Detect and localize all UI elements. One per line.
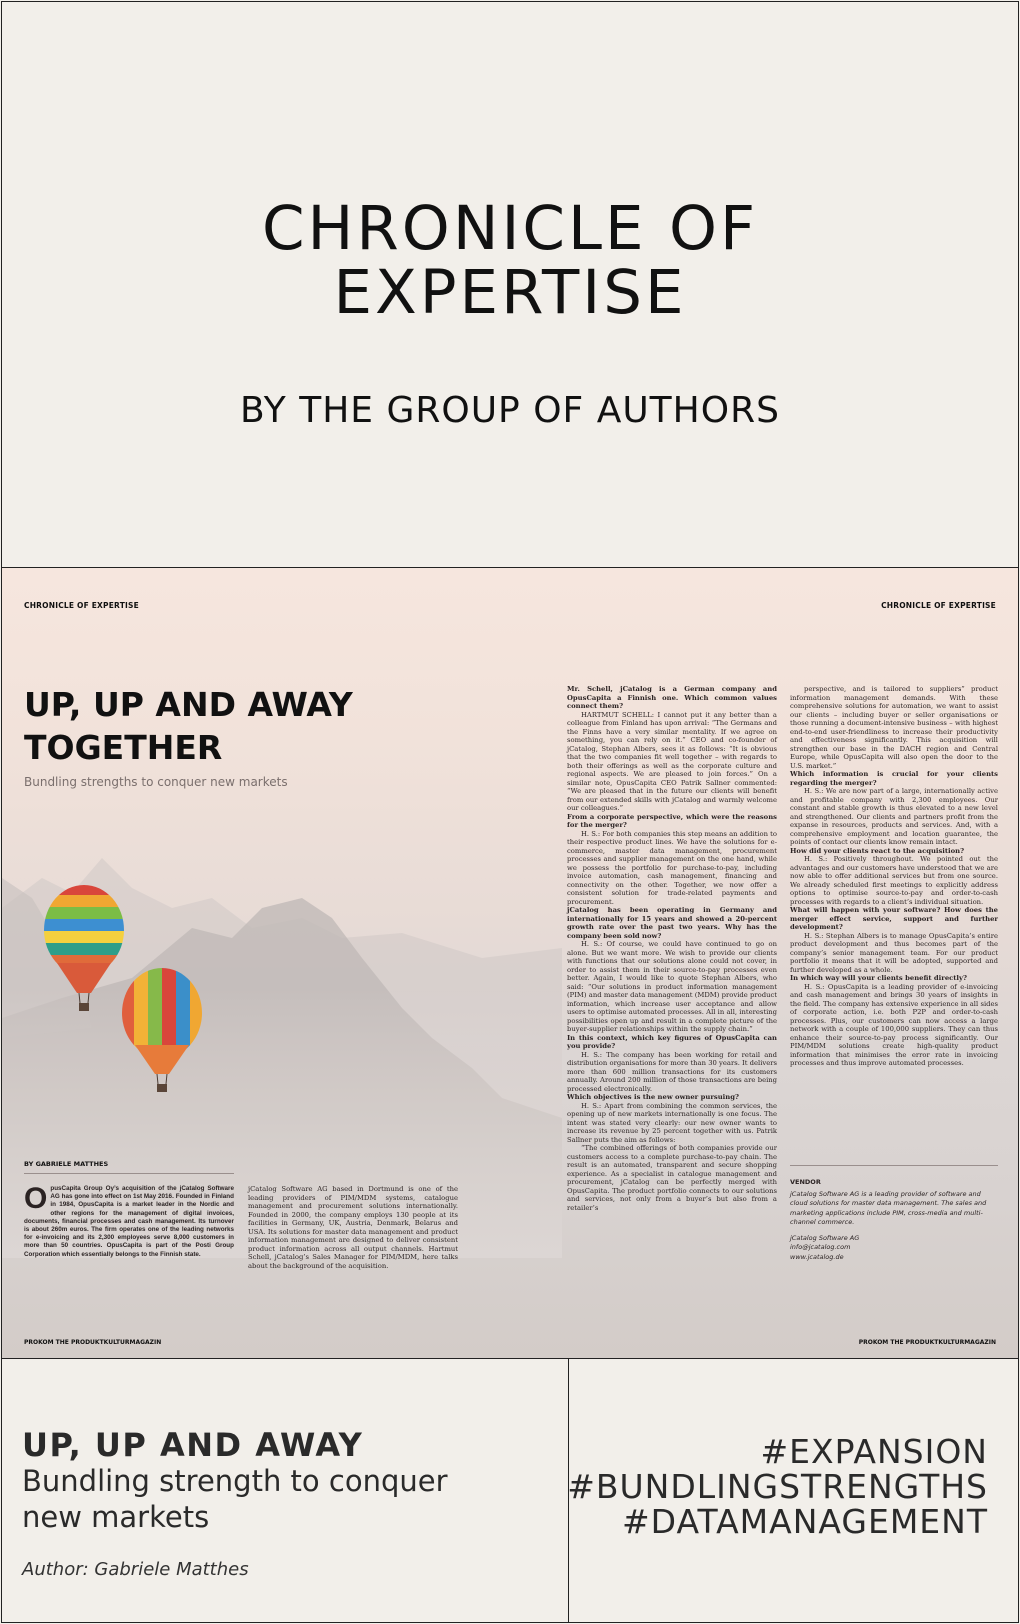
interview-answer: H. S.: We are now part of a large, internationally active and profitable company with 2,300 employees. Our constant and stable growth is thus elevated to a new level and strengthened. Our clients and partners profit from the expanse in resources, products and services. And, with a comprehensive employment and location guarantee, the points of contact our clients know remain intact. <box>790 787 998 846</box>
interview-answer: HARTMUT SCHELL: I cannot put it any better than a colleague from Finland has upon arrival: “The Germans and the Finns have a very similar mentality. If we agree on something, you can rely on it.” CEO and co-founder of jCatalog, Stephan Albers, sees it as follows: “It is obvious that the two companies fit well together – with regards to both their offerings as well as the corporate culture and regional aspects. We are pleased to join forces.” On a similar note, OpusCapita CEO Patrik Sallner commented: “We are pleased that in the future our clients will benefit from our extended skills with jCatalog and warmly welcome our colleagues.” <box>567 710 777 812</box>
hashtags-panel <box>568 1358 1019 1623</box>
magazine-spread <box>1 567 1019 1359</box>
vendor-email[interactable]: info@jcatalog.com <box>790 1243 851 1251</box>
interview-answer: “The combined offerings of both companies provide our customers access to a complete purchase-to-pay chain. The result is an automated, transparent and secure shopping experience. As a specialist in catalogue management and procurement, jCatalog can be perfectly merged with OpusCapita. The product portfolio connects to our solutions and services, not only from a buyer’s but also from a retailer’s <box>567 1144 777 1212</box>
article-author: BY GABRIELE MATTHES <box>24 1160 234 1174</box>
summary-author: Author: Gabriele Matthes <box>22 1559 249 1580</box>
cover-title-line1: CHRONICLE OF <box>261 193 759 264</box>
interview-answer: perspective, and is tailored to suppliers” product information management demands. With these comprehensive solutions for automation, we want to assist our clients – including buyer or seller organisations or those running a document-intensive business – with highest end-to-end user-friendliness to increase their productivity and effectiveness significantly. This acquisition will strengthen our base in the DACH region and Central Europe, while OpusCapita will also open the door to the U.S. market.” <box>790 685 998 770</box>
interview-answer: H. S.: OpusCapita is a leading provider of e-invoicing and cash management and brings 30 years of insights in the field. The company has extensive experience in all sides of corporate action, i.e. both P2P and order-to-cash processes. Plus, our customers can now access a large network with a couple of 100,000 suppliers. They can thus enhance their source-to-pay process significantly. Our PIM/MDM solutions create high-quality product information that minimises the error rate in invoicing processes and thus improve automated processes. <box>790 982 998 1067</box>
column-2-text: jCatalog Software AG based in Dortmund is one of the leading providers of PIM/MDM systems, catalogue management and procurement solutions internationally. Founded in 2000, the company employs 130 people at its facilities in Germany, UK, Austria, Denmark, Belarus and USA. Its solutions for master data management and product information management are designed to deliver consistent product information across all output channels. Hartmut Schell, jCatalog’s Sales Manager for PIM/MDM, here talks about the background of the acquisition. <box>248 1185 458 1270</box>
vendor-description: jCatalog Software AG is a leading provider of software and cloud solutions for master data management. The sales and marketing applications include PIM, cross-media and multi-channel commerce. <box>790 1189 987 1226</box>
article-column-4 <box>790 685 998 1068</box>
running-header-right: CHRONICLE OF EXPERTISE <box>881 601 996 610</box>
hashtag-list <box>567 1434 988 1539</box>
cover-byline: BY THE GROUP OF AUTHORS <box>240 390 780 431</box>
interview-answer: H. S.: Of course, we could have continued to go on alone. But we want more. We wish to provide our clients with functions that our solutions alone could not cover, in order to assist them in their source-to-pay processes even better. Again, I would like to quote Stephan Albers, who said: “Our solutions in product information management (PIM) and master data management (MDM) provide product information, which increase user acceptance and allow users to optimise automated processes. All in all, interesting possibilities open up and result in a complete picture of the buyer-supplier relationships within the supply chain.” <box>567 940 777 1033</box>
article-column-2 <box>248 1185 458 1270</box>
footer-left: PROKOM THE PRODUKTKULTURMAGAZIN <box>24 1339 162 1346</box>
interview-answer: H. S.: The company has been working for retail and distribution organisations for more than 30 years. It delivers more than 600 million transactions for its customers annually. Around 200 million of those transactions are being processed electronically. <box>567 1050 777 1093</box>
vendor-website[interactable]: www.jcatalog.de <box>790 1252 844 1261</box>
intro-text: pusCapita Group Oy’s acquisition of the jCatalog Software AG has gone into effect on 1st May 2016. Founded in Finland in 1984, OpusCapita is a market leader in the Nordic and other regions for the management of digital invoices, documents, financial processes and cash management. Its turnover is about 260m euros. The firm operates one of the leading networks for e-invoicing and its 2,300 employees serve 8,000 customers in more than 50 countries. OpusCapita is part of the Posti Group Corporation which essentially belongs to the Finnish state. <box>24 1185 234 1258</box>
article-subtitle: Bundling strengths to conquer new markets <box>24 775 288 789</box>
interview-question: In this context, which key figures of OpusCapita can you provide? <box>567 1033 777 1050</box>
footer-right: PROKOM THE PRODUKTKULTURMAGAZIN <box>858 1339 996 1346</box>
vendor-company: jCatalog Software AG <box>790 1233 860 1242</box>
article-column-3 <box>567 685 777 1212</box>
hashtag-bundlingstrengths[interactable]: #BUNDLINGSTRENGTHS <box>567 1467 988 1506</box>
interview-question: How did your clients react to the acquisition? <box>790 846 965 855</box>
interview-question: Which information is crucial for your clients regarding the merger? <box>790 770 998 787</box>
interview-answer: H. S.: Apart from combining the common services, the opening up of new markets internationally is one focus. The intent was stated very clearly: our new owner wants to increase its revenue by 25 percent together with us. Patrik Sallner puts the aim as follows: <box>567 1101 777 1144</box>
interview-question: Mr. Schell, jCatalog is a German company and OpusCapita a Finnish one. Which common values connect them? <box>567 685 777 710</box>
cover-title <box>2 193 1018 328</box>
summary-panel <box>1 1358 569 1623</box>
summary-subtitle-line1: Bundling strength to conquer <box>22 1464 448 1498</box>
summary-subtitle <box>22 1463 542 1535</box>
interview-question: Which objectives is the new owner pursuing? <box>567 1093 739 1101</box>
summary-title: UP, UP AND AWAY <box>22 1426 364 1464</box>
drop-cap: O <box>24 1182 48 1215</box>
cover-panel <box>1 1 1019 568</box>
article-intro <box>24 1182 234 1259</box>
cover-title-line2: EXPERTISE <box>333 257 687 328</box>
interview-question: From a corporate perspective, which were the reasons for the merger? <box>567 812 777 829</box>
summary-subtitle-line2: new markets <box>22 1500 210 1534</box>
article-title-line2: TOGETHER <box>24 728 223 767</box>
article-title <box>24 683 364 769</box>
running-header-left: CHRONICLE OF EXPERTISE <box>24 601 139 610</box>
interview-answer: H. S.: Stephan Albers is to manage OpusCapita’s entire product development and thus becomes part of the company’s senior management team. For our product portfolio it means that it will be adopted, supported and further developed as a whole. <box>790 931 998 974</box>
interview-question: What will happen with your software? How does the merger effect service, support and further development? <box>790 906 998 931</box>
hashtag-datamanagement[interactable]: #DATAMANAGEMENT <box>622 1502 988 1541</box>
interview-question: In which way will your clients benefit directly? <box>790 974 967 982</box>
interview-question: jCatalog has been operating in Germany and internationally for 15 years and showed a 20-percent growth rate over the past two years. Why has the company been sold now? <box>567 906 777 940</box>
vendor-heading: VENDOR <box>790 1178 821 1186</box>
vendor-info-box <box>790 1165 998 1262</box>
interview-answer: H. S.: For both companies this step means an addition to their respective product lines. We have the solutions for e-commerce, master data management, procurement processes and supplier management on the one hand, while we possess the portfolio for purchase-to-pay, including invoice automation, cash management, financing and connectivity on the other. Together, we now offer a consistent solution for trade-related payments and procurement. <box>567 829 777 906</box>
article-title-line1: UP, UP AND AWAY <box>24 685 353 724</box>
interview-answer: H. S.: Positively throughout. We pointed out the advantages and our customers have understood that we are now able to offer additional services but from one source. We already scheduled first meetings to explicitly address options to optimise source-to-pay and order-to-cash processes with regards to a client’s individual situation. <box>790 855 998 906</box>
hashtag-expansion[interactable]: #EXPANSION <box>760 1432 988 1471</box>
